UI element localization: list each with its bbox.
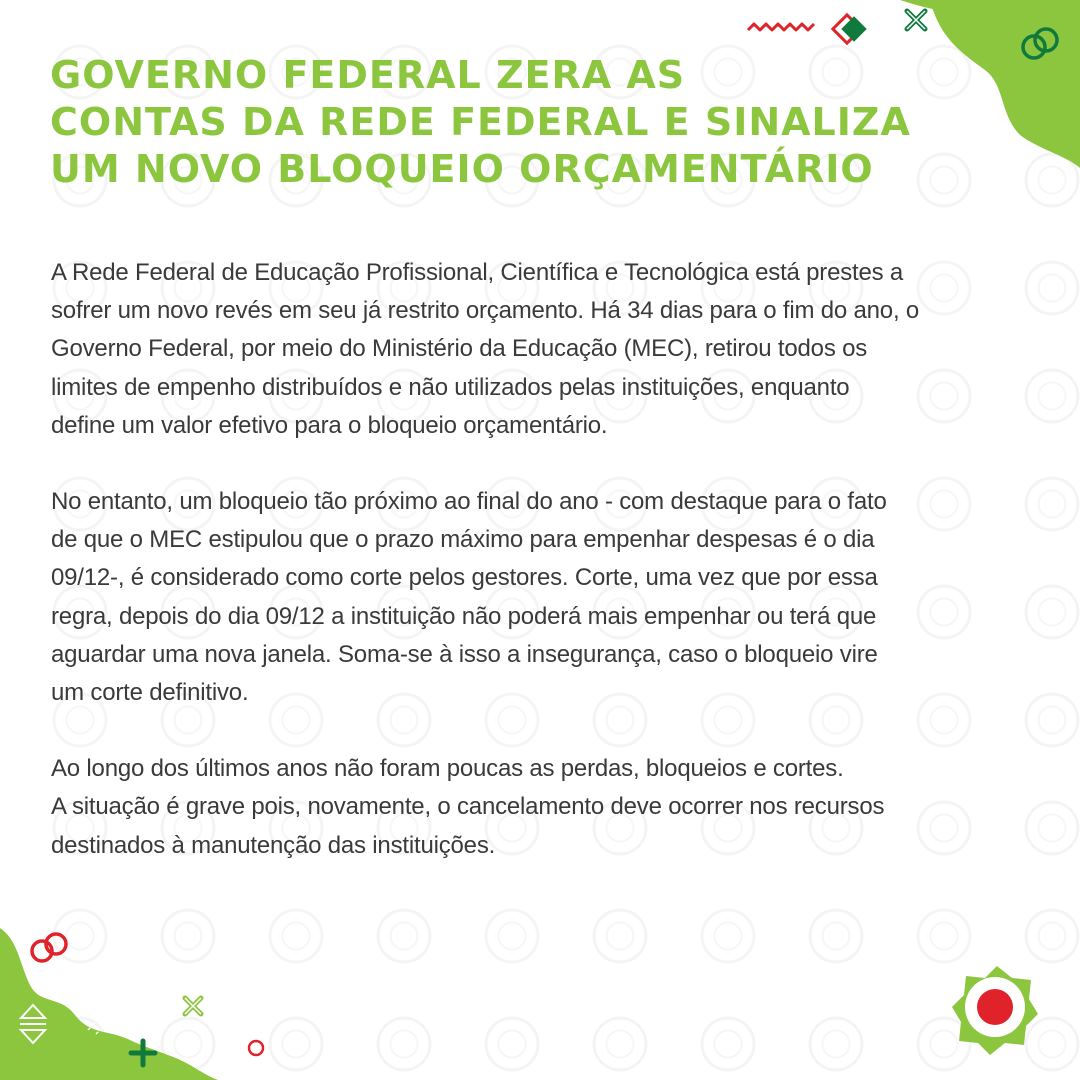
body-line: destinados à manutenção das instituições.	[51, 831, 496, 859]
body-line: regra, depois do dia 09/12 a instituição não poderá mais empenhar ou terá que	[51, 602, 877, 630]
paragraph-2	[51, 483, 1011, 712]
body-line: define um valor efetivo para o bloqueio orçamentário.	[51, 411, 608, 439]
diamond-icon	[833, 15, 867, 43]
headline-line: CONTAS DA REDE FEDERAL E SINALIZA	[50, 100, 911, 144]
zigzag-icon	[748, 24, 814, 30]
body-line: sofrer um novo revés em seu já restrito orçamento. Há 34 dias para o fim do ano, o	[51, 297, 920, 325]
arrows-icon	[20, 1005, 46, 1043]
cross-x-icon	[907, 11, 925, 29]
green-blob-top-right	[930, 0, 1080, 168]
dotted-lines-icon	[88, 986, 140, 1034]
headline-line: GOVERNO FEDERAL ZERA AS	[50, 53, 686, 97]
double-ring-icon	[1023, 29, 1057, 58]
body-line: A situação é grave pois, novamente, o cancelamento deve ocorrer nos recursos	[51, 793, 885, 821]
paragraph-3	[51, 750, 1011, 865]
headline-line: UM NOVO BLOQUEIO ORÇAMENTÁRIO	[50, 147, 874, 191]
body-line: limites de empenho distribuídos e não utilizados pelas instituições, enquanto	[51, 373, 850, 401]
body-line: Governo Federal, por meio do Ministério da Educação (MEC), retirou todos os	[51, 335, 868, 363]
cross-x-icon-small	[185, 998, 201, 1014]
body-line: aguardar uma nova janela. Soma-se à isso a insegurança, caso o bloqueio vire	[51, 640, 878, 668]
plus-icon	[131, 1041, 155, 1065]
body-line: Ao longo dos últimos anos não foram poucas as perdas, bloqueios e cortes.	[51, 755, 844, 783]
ring-icon	[249, 1041, 263, 1055]
body-line: 09/12-, é considerado como corte pelos gestores. Corte, uma vez que por essa	[51, 564, 878, 592]
article-body	[51, 254, 1011, 903]
body-line: No entanto, um bloqueio tão próximo ao final do ano - com destaque para o fato	[51, 488, 887, 516]
green-blob-bottom-left	[0, 928, 218, 1080]
body-line: um corte definitivo.	[51, 679, 249, 707]
double-ring-icon-red	[32, 934, 66, 961]
headline	[50, 52, 911, 193]
body-line: de que o MEC estipulou que o prazo máximo para empenhar despesas é o dia	[51, 526, 875, 554]
body-line: A Rede Federal de Educação Profissional, Científica e Tecnológica está prestes a	[51, 259, 904, 286]
logo-badge	[952, 966, 1038, 1055]
paragraph-1	[51, 254, 1011, 445]
